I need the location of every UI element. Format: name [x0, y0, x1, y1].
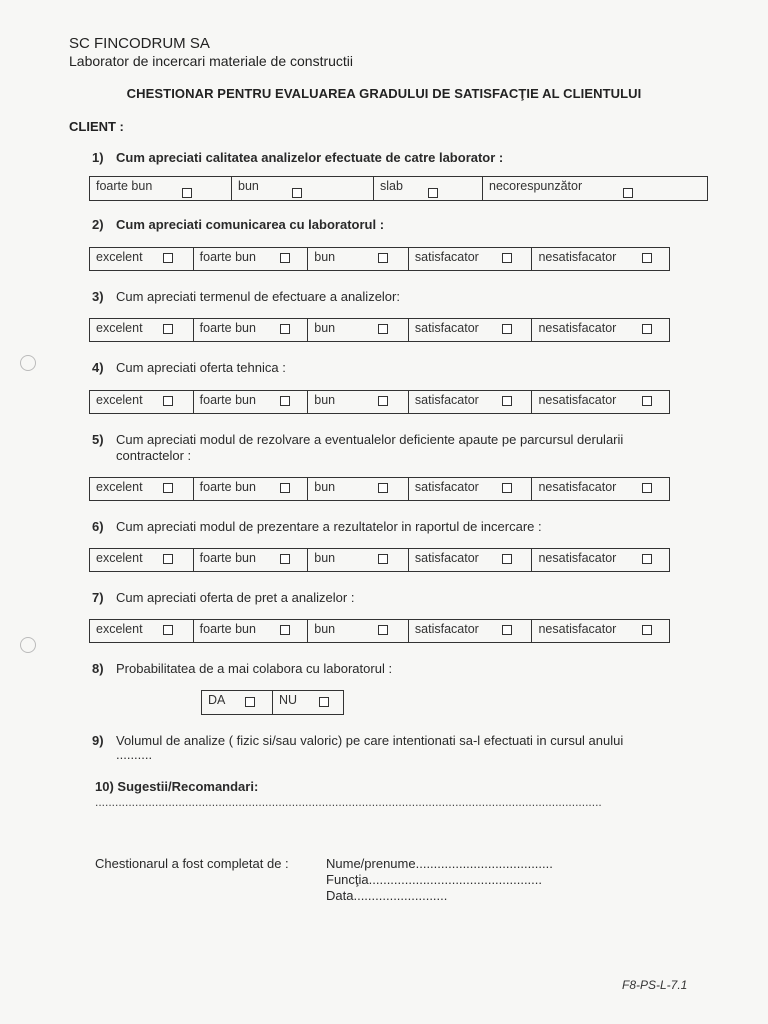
function-field[interactable]: Funcţia................................................ [326, 872, 543, 887]
question-7: 7) Cum apreciati oferta de pret a analizelor : [92, 590, 355, 605]
checkbox[interactable] [280, 554, 290, 564]
option-satisfacator[interactable]: satisfacator [409, 620, 533, 642]
option-foarte-bun[interactable]: foarte bun [194, 620, 309, 642]
checkbox[interactable] [280, 324, 290, 334]
form-code: F8-PS-L-7.1 [622, 978, 688, 992]
checkbox[interactable] [280, 625, 290, 635]
option-nesatisfacator[interactable]: nesatisfacator [532, 478, 669, 500]
option-foarte-bun[interactable]: foarte bun [194, 319, 309, 341]
option-excelent[interactable]: excelent [90, 620, 194, 642]
question-4-options [89, 390, 670, 414]
checkbox[interactable] [642, 253, 652, 263]
option-excelent[interactable]: excelent [90, 319, 194, 341]
option-excelent[interactable]: excelent [90, 478, 194, 500]
checkbox[interactable] [642, 324, 652, 334]
question-8-options [201, 690, 344, 715]
option-foarte-bun[interactable]: foarte bun [194, 478, 309, 500]
option-nesatisfacator[interactable]: nesatisfacator [532, 319, 669, 341]
checkbox[interactable] [378, 625, 388, 635]
option-necorespunzator[interactable]: necorespunzător [483, 177, 707, 200]
option-satisfacator[interactable]: satisfacator [409, 478, 533, 500]
question-5: 5) Cum apreciati modul de rezolvare a eventualelor deficiente apaute pe parcursul derularii contractelor : [92, 432, 624, 463]
question-8: 8) Probabilitatea de a mai colabora cu laboratorul : [92, 661, 393, 676]
checkbox[interactable] [642, 554, 652, 564]
checkbox[interactable] [163, 483, 173, 493]
checkbox[interactable] [280, 253, 290, 263]
client-label: CLIENT : [69, 119, 124, 134]
option-da[interactable]: DA [202, 691, 273, 714]
option-foarte-bun[interactable]: foarte bun [194, 248, 309, 270]
question-1-options [89, 176, 708, 201]
question-2: 2) Cum apreciati comunicarea cu laboratorul : [92, 217, 385, 232]
checkbox[interactable] [502, 324, 512, 334]
checkbox[interactable] [163, 396, 173, 406]
checkbox[interactable] [292, 188, 302, 198]
checkbox[interactable] [280, 396, 290, 406]
checkbox[interactable] [642, 396, 652, 406]
option-foarte-bun[interactable]: foarte bun [194, 549, 309, 571]
checkbox[interactable] [428, 188, 438, 198]
question-6: 6) Cum apreciati modul de prezentare a rezultatelor in raportul de incercare : [92, 519, 542, 534]
option-foarte-bun[interactable]: foarte bun [90, 177, 232, 200]
checkbox[interactable] [623, 188, 633, 198]
suggestions-line[interactable]: ........................................................................................................................................................ [95, 795, 602, 809]
option-satisfacator[interactable]: satisfacator [409, 319, 533, 341]
form-title: CHESTIONAR PENTRU EVALUAREA GRADULUI DE SATISFACŢIE AL CLIENTULUI [126, 86, 642, 101]
checkbox[interactable] [245, 697, 255, 707]
option-foarte-bun[interactable]: foarte bun [194, 391, 309, 413]
checkbox[interactable] [378, 483, 388, 493]
question-1: 1) Cum apreciati calitatea analizelor efectuate de catre laborator : [92, 150, 504, 165]
checkbox[interactable] [163, 324, 173, 334]
option-bun[interactable]: bun [308, 391, 409, 413]
option-nu[interactable]: NU [273, 691, 343, 714]
option-bun[interactable]: bun [308, 248, 409, 270]
completed-by-label: Chestionarul a fost completat de : [95, 856, 289, 871]
option-excelent[interactable]: excelent [90, 391, 194, 413]
checkbox[interactable] [182, 188, 192, 198]
option-bun[interactable]: bun [308, 549, 409, 571]
checkbox[interactable] [163, 253, 173, 263]
option-nesatisfacator[interactable]: nesatisfacator [532, 391, 669, 413]
question-10: 10) Sugestii/Recomandari: [95, 779, 259, 794]
option-excelent[interactable]: excelent [90, 248, 194, 270]
question-3: 3) Cum apreciati termenul de efectuare a analizelor: [92, 289, 400, 304]
question-7-options [89, 619, 670, 643]
checkbox[interactable] [163, 554, 173, 564]
option-bun[interactable]: bun [232, 177, 374, 200]
checkbox[interactable] [378, 253, 388, 263]
question-5-options [89, 477, 670, 501]
checkbox[interactable] [502, 253, 512, 263]
checkbox[interactable] [502, 396, 512, 406]
checkbox[interactable] [319, 697, 329, 707]
option-satisfacator[interactable]: satisfacator [409, 391, 533, 413]
checkbox[interactable] [502, 625, 512, 635]
option-bun[interactable]: bun [308, 478, 409, 500]
checkbox[interactable] [378, 396, 388, 406]
question-6-options [89, 548, 670, 572]
checkbox[interactable] [280, 483, 290, 493]
option-excelent[interactable]: excelent [90, 549, 194, 571]
punch-hole-bottom [20, 637, 36, 653]
punch-hole-top [20, 355, 36, 371]
checkbox[interactable] [378, 554, 388, 564]
question-4: 4) Cum apreciati oferta tehnica : [92, 360, 286, 375]
date-field[interactable]: Data.......................... [326, 888, 448, 903]
option-nesatisfacator[interactable]: nesatisfacator [532, 248, 669, 270]
option-nesatisfacator[interactable]: nesatisfacator [532, 549, 669, 571]
checkbox[interactable] [502, 483, 512, 493]
option-nesatisfacator[interactable]: nesatisfacator [532, 620, 669, 642]
question-3-options [89, 318, 670, 342]
option-bun[interactable]: bun [308, 319, 409, 341]
option-satisfacator[interactable]: satisfacator [409, 248, 533, 270]
checkbox[interactable] [502, 554, 512, 564]
question-9: 9) Volumul de analize ( fizic si/sau valoric) pe care intentionati sa-l efectuati in cursul anului .......... [92, 733, 624, 762]
checkbox[interactable] [378, 324, 388, 334]
company-name: SC FINCODRUM SA [69, 35, 210, 52]
option-bun[interactable]: bun [308, 620, 409, 642]
name-field[interactable]: Nume/prenume...................................... [326, 856, 553, 871]
option-slab[interactable]: slab [374, 177, 483, 200]
checkbox[interactable] [642, 625, 652, 635]
question-2-options [89, 247, 670, 271]
checkbox[interactable] [642, 483, 652, 493]
laboratory-name: Laborator de incercari materiale de constructii [69, 53, 354, 69]
checkbox[interactable] [163, 625, 173, 635]
option-satisfacator[interactable]: satisfacator [409, 549, 533, 571]
